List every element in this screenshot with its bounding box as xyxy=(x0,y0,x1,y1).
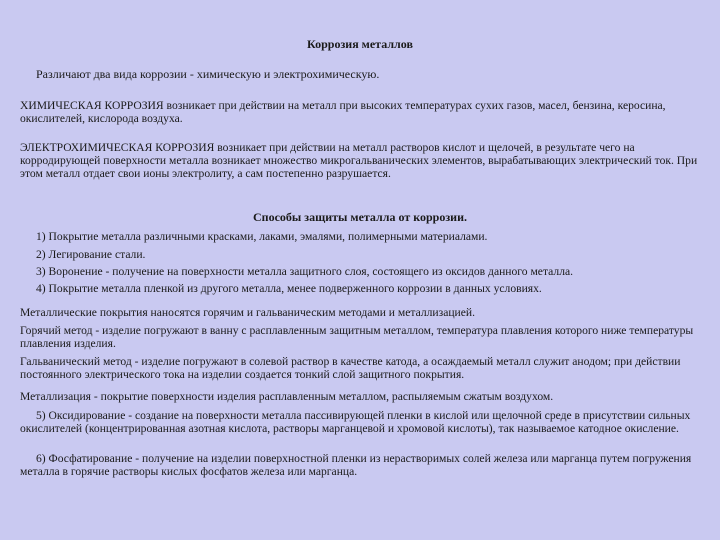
method-item-3: 3) Воронение - получение на поверхности металла защитного слоя, состоящего из оксидов данного металла. xyxy=(36,265,574,278)
hot-method-paragraph: Горячий метод - изделие погружают в ванну с расплавленным защитным металлом, температура плавления которого ниже температуры плавления изделия. xyxy=(20,324,694,350)
method-item-2: 2) Легирование стали. xyxy=(36,248,146,261)
metallization-paragraph: Металлизация - покрытие поверхности изделия расплавленным металлом, распыляемым сжатым воздухом. xyxy=(20,390,554,403)
galvanic-method-paragraph: Гальванический метод - изделие погружают в солевой раствор в качестве катода, а осаждаемый металл служит анодом; при действии постоянного электрического тока на изделии создается тонкий слой защитного покрытия. xyxy=(20,355,681,381)
chemical-corrosion-paragraph: ХИМИЧЕСКАЯ КОРРОЗИЯ возникает при действии на металл при высоких температурах сухих газов, масел, бензина, керосина, окислителей, кислорода воздуха. xyxy=(20,99,666,125)
page-title: Коррозия металлов xyxy=(307,37,413,51)
method-item-1: 1) Покрытие металла различными красками, лаками, эмалями, полимерными материалами. xyxy=(36,230,488,243)
phosphating-paragraph: 6) Фосфатирование - получение на изделии поверхностной пленки из нерастворимых солей железа или марганца путем погружения металла в горячие растворы кислых фосфатов железа или марганца. xyxy=(20,452,692,478)
electrochemical-corrosion-paragraph: ЭЛЕКТРОХИМИЧЕСКАЯ КОРРОЗИЯ возникает при действии на металл растворов кислот и щелочей, в результате чего на корродирующей поверхности металла возникает множество микрогальванических элементов, вырабатывающих электрический ток. При этом металл отдает свои ионы электролиту, а сам постепенно разрушается. xyxy=(20,141,698,180)
oxidation-paragraph: 5) Оксидирование - создание на поверхности металла пассивирующей пленки в кислой или щелочной среде в присутствии сильных окислителей (концентрированная азотная кислота, растворы марганцевой и хромовой кислоты), так называемое катодное окисление. xyxy=(20,409,691,435)
method-item-4: 4) Покрытие металла пленкой из другого металла, менее подверженного коррозии в данных условиях. xyxy=(36,282,542,295)
protection-methods-title: Способы защиты металла от коррозии. xyxy=(252,210,467,224)
intro-paragraph: Различают два вида коррозии - химическую и электрохимическую. xyxy=(36,67,380,81)
metal-coatings-paragraph: Металлические покрытия наносятся горячим и гальваническим методами и металлизацией. xyxy=(20,306,475,319)
